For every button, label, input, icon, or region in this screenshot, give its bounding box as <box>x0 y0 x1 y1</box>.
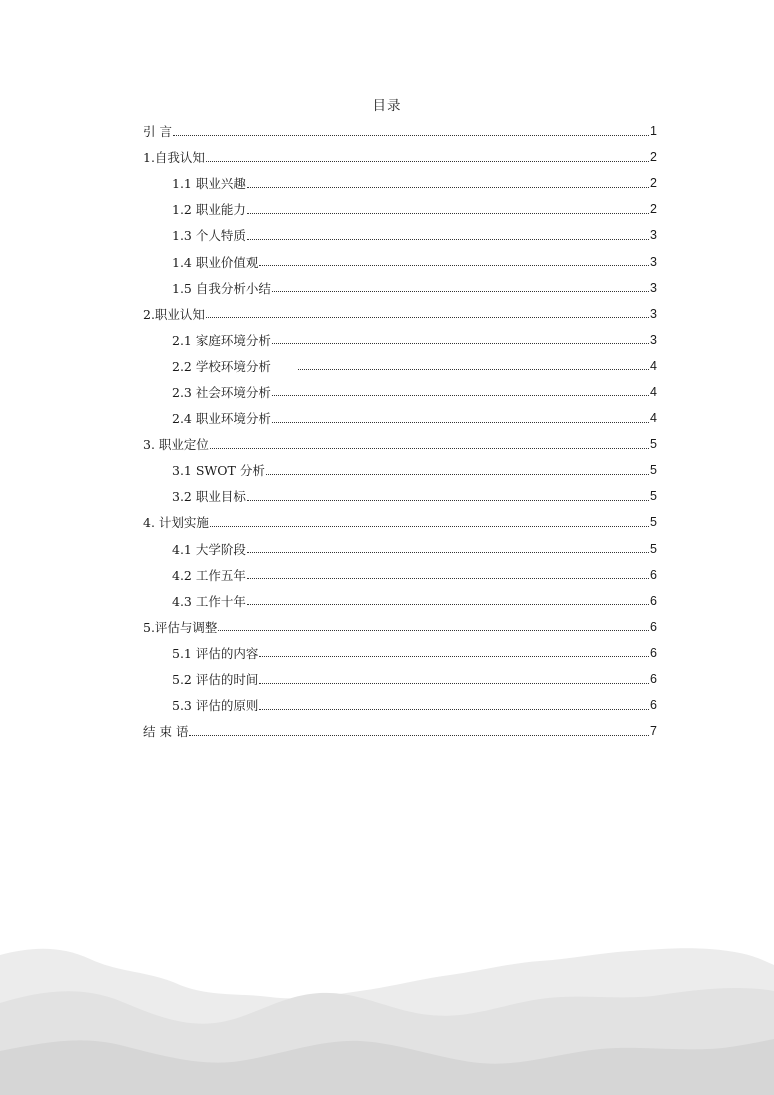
dot-leader <box>272 422 649 423</box>
toc-entry-page: 7 <box>650 724 657 739</box>
toc-entry-page: 4 <box>650 411 657 426</box>
toc-entry-page: 6 <box>650 593 657 608</box>
toc-entry[interactable] <box>143 614 657 640</box>
toc-entry-label: 1.5 自我分析小结 <box>172 280 271 296</box>
toc-entry-label: 2.1 家庭环境分析 <box>172 332 271 348</box>
toc-entry-page: 5 <box>650 515 657 530</box>
toc-entry-label: 2.2 学校环境分析 <box>172 358 271 374</box>
toc-entry-page: 6 <box>650 567 657 582</box>
toc-entry-label: 5.2 评估的时间 <box>172 672 259 688</box>
toc-entry-label: 3. 职业定位 <box>143 437 209 453</box>
toc-entry[interactable] <box>143 353 657 379</box>
toc-entry-page: 2 <box>650 202 657 217</box>
toc-entry-page: 5 <box>650 463 657 478</box>
toc-entry[interactable] <box>143 405 657 431</box>
toc-entry-label: 4.1 大学阶段 <box>172 541 246 557</box>
toc-entry[interactable] <box>143 222 657 248</box>
toc-entry-label: 结 束 语 <box>143 724 189 740</box>
toc-entry[interactable] <box>143 509 657 535</box>
dot-leader <box>210 448 649 449</box>
toc-entry-label: 4.3 工作十年 <box>172 593 246 609</box>
dot-leader <box>272 291 649 292</box>
toc-entry[interactable] <box>143 536 657 562</box>
toc-entry-label: 4. 计划实施 <box>143 515 209 531</box>
toc-entry-label: 5.评估与调整 <box>143 619 218 635</box>
toc-entry-page: 3 <box>650 228 657 243</box>
toc-entry[interactable] <box>143 327 657 353</box>
dot-leader <box>272 343 649 344</box>
toc-entry-label: 3.1 SWOT 分析 <box>172 463 265 479</box>
toc-entry-label: 2.4 职业环境分析 <box>172 411 271 427</box>
toc-entry-page: 4 <box>650 384 657 399</box>
toc-entry[interactable] <box>143 718 657 744</box>
toc-entry[interactable] <box>143 301 657 327</box>
dot-leader <box>272 395 649 396</box>
toc-entry[interactable] <box>143 379 657 405</box>
toc-entry[interactable] <box>143 457 657 483</box>
dot-leader <box>210 526 649 527</box>
toc-entry[interactable] <box>143 483 657 509</box>
dot-leader <box>259 656 649 657</box>
toc-entry-page: 4 <box>650 358 657 373</box>
toc-entry-label: 1.4 职业价值观 <box>172 254 259 270</box>
toc-entry-label: 5.3 评估的原则 <box>172 698 259 714</box>
toc-entry[interactable] <box>143 144 657 170</box>
toc-entry-page: 6 <box>650 619 657 634</box>
toc-entry-page: 3 <box>650 280 657 295</box>
mountain-watermark <box>0 935 774 1095</box>
toc-entry-page: 6 <box>650 698 657 713</box>
toc-entry-page: 3 <box>650 332 657 347</box>
toc-entry-label: 1.自我认知 <box>143 150 205 166</box>
toc-entry-label: 3.2 职业目标 <box>172 489 246 505</box>
dot-leader <box>266 474 649 475</box>
dot-leader <box>206 161 649 162</box>
toc-entry-label: 1.1 职业兴趣 <box>172 176 246 192</box>
dot-leader <box>247 604 649 605</box>
toc-entry[interactable] <box>143 248 657 274</box>
toc-entry-page: 5 <box>650 541 657 556</box>
dot-leader <box>247 239 649 240</box>
toc-entry-page: 5 <box>650 489 657 504</box>
toc-title: 目录 <box>372 98 402 114</box>
toc-entry-label: 4.2 工作五年 <box>172 567 246 583</box>
dot-leader <box>259 709 649 710</box>
table-of-contents <box>143 118 657 744</box>
toc-entry-page: 1 <box>650 124 657 139</box>
dot-leader <box>298 369 649 370</box>
dot-leader <box>247 552 649 553</box>
dot-leader <box>173 135 649 136</box>
toc-entry[interactable] <box>143 118 657 144</box>
toc-entry[interactable] <box>143 666 657 692</box>
toc-entry-page: 6 <box>650 645 657 660</box>
toc-entry[interactable] <box>143 692 657 718</box>
dot-leader <box>247 213 649 214</box>
dot-leader <box>247 187 649 188</box>
dot-leader <box>247 500 649 501</box>
dot-leader <box>189 735 649 736</box>
toc-entry[interactable] <box>143 562 657 588</box>
toc-entry-label: 1.3 个人特质 <box>172 228 246 244</box>
toc-entry[interactable] <box>143 275 657 301</box>
dot-leader <box>259 265 649 266</box>
toc-entry-page: 3 <box>650 254 657 269</box>
toc-entry[interactable] <box>143 196 657 222</box>
toc-entry-label: 1.2 职业能力 <box>172 202 246 218</box>
toc-entry-page: 2 <box>650 150 657 165</box>
toc-entry-label: 引 言 <box>143 124 172 140</box>
toc-entry-page: 6 <box>650 672 657 687</box>
toc-entry-page: 2 <box>650 176 657 191</box>
toc-entry-label: 5.1 评估的内容 <box>172 645 259 661</box>
toc-entry[interactable] <box>143 588 657 614</box>
toc-entry[interactable] <box>143 640 657 666</box>
toc-entry[interactable] <box>143 431 657 457</box>
toc-entry[interactable] <box>143 170 657 196</box>
dot-leader <box>218 630 649 631</box>
toc-entry-page: 3 <box>650 306 657 321</box>
toc-entry-label: 2.职业认知 <box>143 306 205 322</box>
toc-entry-page: 5 <box>650 437 657 452</box>
dot-leader <box>259 683 649 684</box>
dot-leader <box>247 578 649 579</box>
toc-entry-label: 2.3 社会环境分析 <box>172 384 271 400</box>
dot-leader <box>206 317 649 318</box>
